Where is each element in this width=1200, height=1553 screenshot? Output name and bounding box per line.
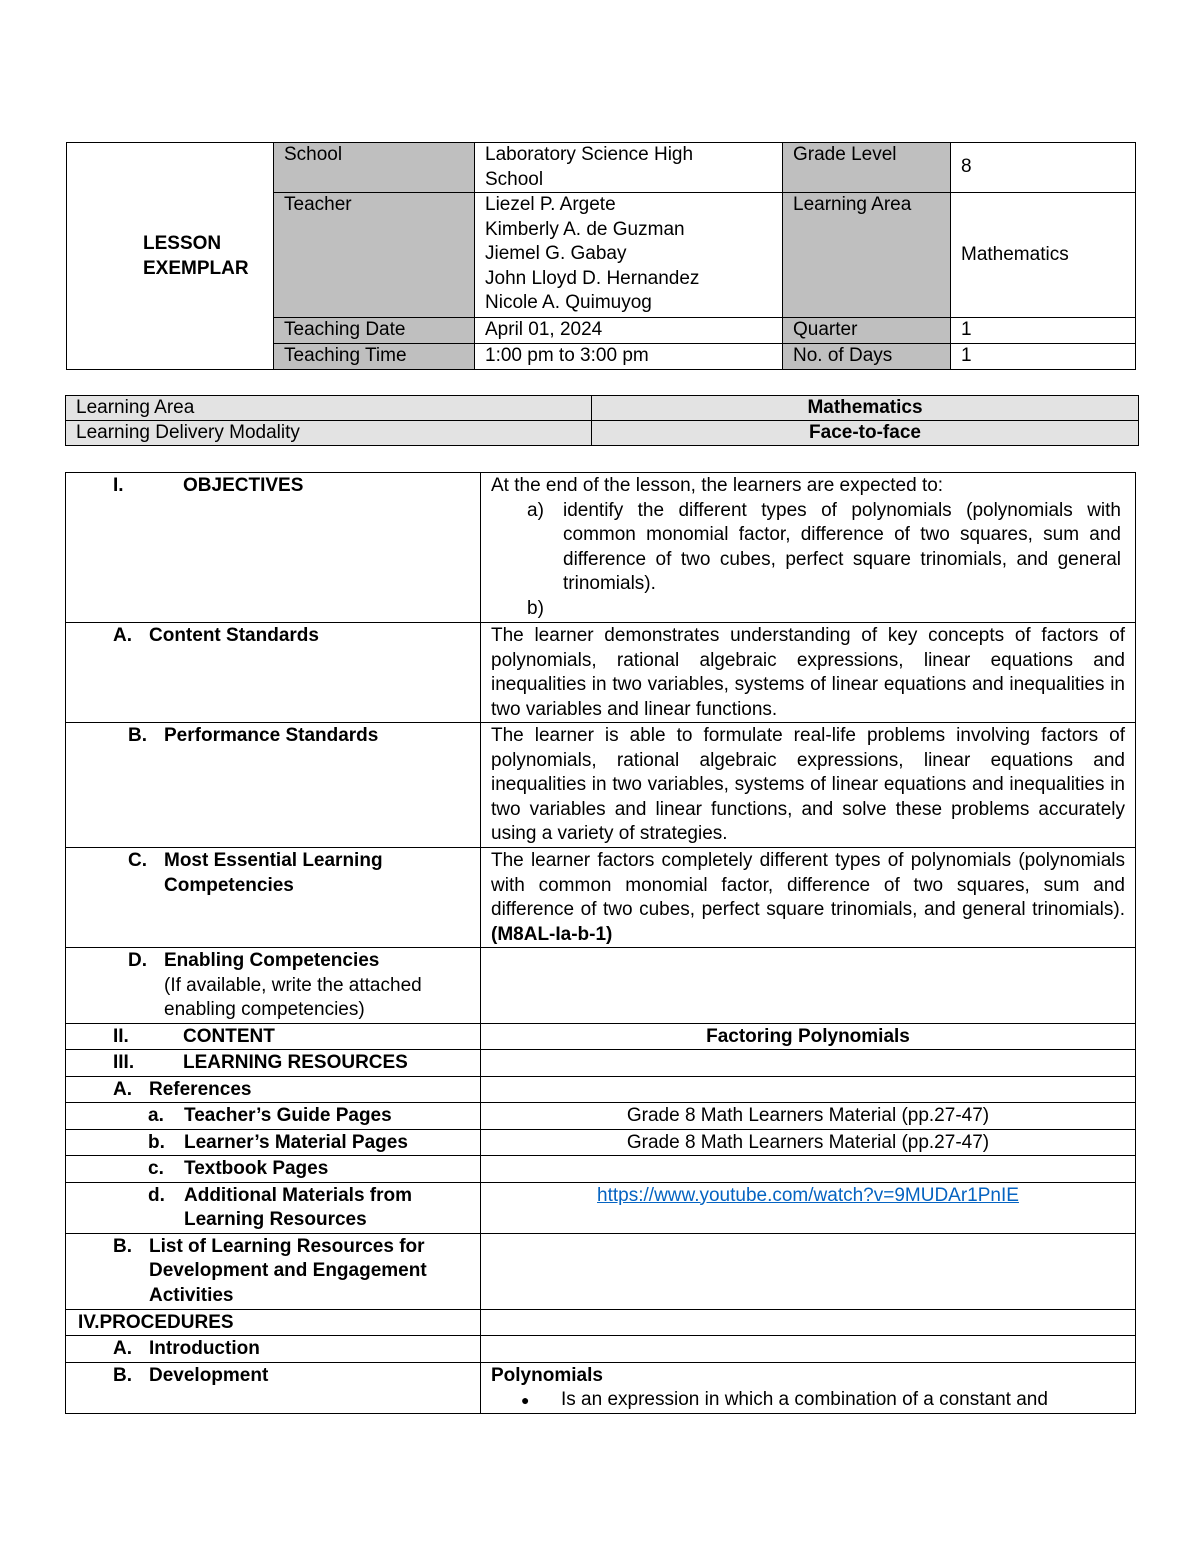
melc-text: The learner factors completely different types of polynomials (polynomials with common monomial factor, difference of two squares, sum and difference of two cubes, perfect square trinomials, and general trinomials). xyxy=(491,850,1125,920)
learners-material-value: Grade 8 Math Learners Material (pp.27-47) xyxy=(481,1129,1136,1156)
resources-list-heading xyxy=(66,1233,481,1309)
objective-b-label: b) xyxy=(527,597,544,619)
objective-a-text: identify the different types of polynomials (polynomials with common monomial factor, difference of two squares, sum and difference of two cubes, perfect square trinomials, and general trinomials). xyxy=(563,499,1121,594)
textbook-value xyxy=(481,1156,1136,1183)
learners-material-title: Learner’s Material Pages xyxy=(184,1131,408,1153)
enabling-heading xyxy=(66,948,481,1024)
teaching-time-label: Teaching Time xyxy=(274,344,475,370)
learning-resources-value xyxy=(481,1050,1136,1077)
introduction-heading xyxy=(66,1336,481,1363)
learning-area-value: Mathematics xyxy=(951,193,1136,318)
school-line1: Laboratory Science High xyxy=(485,144,694,165)
objectives-label: OBJECTIVES xyxy=(183,475,304,496)
references-value xyxy=(481,1076,1136,1103)
content-heading xyxy=(66,1023,481,1050)
textbook-heading xyxy=(66,1156,481,1183)
modality-table xyxy=(65,395,1139,446)
content-number: II. xyxy=(113,1025,129,1047)
additional-materials-value xyxy=(481,1182,1136,1233)
development-content xyxy=(481,1362,1136,1413)
introduction-title: Introduction xyxy=(149,1338,260,1359)
grade-level-label: Grade Level xyxy=(783,143,951,193)
development-title: Development xyxy=(149,1364,269,1386)
resources-list-value xyxy=(481,1233,1136,1309)
content-standards-label: A. xyxy=(113,625,132,646)
teacher-name: John Lloyd D. Hernandez xyxy=(485,267,700,289)
school-value xyxy=(475,143,783,193)
teacher-name: Jiemel G. Gabay xyxy=(485,243,627,264)
content-standards-title: Content Standards xyxy=(149,625,319,646)
school-line2: School xyxy=(485,168,544,190)
days-value: 1 xyxy=(951,344,1136,370)
development-heading xyxy=(66,1362,481,1413)
teachers-guide-title: Teacher’s Guide Pages xyxy=(184,1105,392,1126)
learning-resources-number: III. xyxy=(113,1052,135,1073)
references-label: A. xyxy=(113,1078,132,1100)
performance-standards-heading xyxy=(66,723,481,848)
references-title: References xyxy=(149,1078,252,1100)
objectives-heading xyxy=(66,473,481,623)
introduction-value xyxy=(481,1336,1136,1363)
learners-material-heading xyxy=(66,1129,481,1156)
additional-materials-label: d. xyxy=(148,1184,165,1206)
learning-resources-heading xyxy=(66,1050,481,1077)
development-bullet-text: Is an expression in which a combination of a constant and xyxy=(561,1389,1048,1410)
lesson-main-table xyxy=(65,472,1136,1414)
teaching-date-value: April 01, 2024 xyxy=(475,318,783,344)
delivery-modality-value: Face-to-face xyxy=(592,421,1139,446)
lesson-header-table xyxy=(66,142,1136,370)
introduction-label: A. xyxy=(113,1338,132,1359)
development-label: B. xyxy=(113,1364,132,1386)
grade-level-value: 8 xyxy=(951,143,1136,193)
lesson-exemplar-title xyxy=(67,143,274,370)
melc-content xyxy=(481,848,1136,948)
learning-resources-label: LEARNING RESOURCES xyxy=(183,1052,408,1073)
enabling-value xyxy=(481,948,1136,1024)
days-label: No. of Days xyxy=(783,344,951,370)
teachers-guide-value: Grade 8 Math Learners Material (pp.27-47) xyxy=(481,1103,1136,1130)
title-line1: LESSON xyxy=(143,233,222,254)
title-line2: EXEMPLAR xyxy=(143,258,249,279)
procedures-heading: IV.PROCEDURES xyxy=(66,1309,481,1336)
school-label: School xyxy=(274,143,475,193)
teacher-name: Kimberly A. de Guzman xyxy=(485,218,685,240)
content-label: CONTENT xyxy=(183,1025,275,1047)
textbook-label: c. xyxy=(148,1158,164,1179)
resources-list-label: B. xyxy=(113,1235,132,1257)
learners-material-label: b. xyxy=(148,1131,165,1153)
enabling-title: Enabling Competencies xyxy=(164,950,380,971)
performance-standards-title: Performance Standards xyxy=(164,725,379,746)
quarter-value: 1 xyxy=(951,318,1136,344)
youtube-link[interactable]: https://www.youtube.com/watch?v=9MUDAr1PnIE xyxy=(597,1184,1019,1206)
teaching-time-value: 1:00 pm to 3:00 pm xyxy=(475,344,783,370)
additional-materials-title: Additional Materials from Learning Resources xyxy=(184,1184,413,1230)
delivery-modality-label: Learning Delivery Modality xyxy=(66,421,592,446)
bullet-icon: ● xyxy=(521,1392,530,1408)
teachers-guide-label: a. xyxy=(148,1105,164,1126)
quarter-label: Quarter xyxy=(783,318,951,344)
learning-area-label: Learning Area xyxy=(783,193,951,318)
modality-area-label: Learning Area xyxy=(66,396,592,421)
performance-standards-label: B. xyxy=(128,725,147,746)
teaching-date-label: Teaching Date xyxy=(274,318,475,344)
teacher-name: Nicole A. Quimuyog xyxy=(485,292,652,313)
content-value: Factoring Polynomials xyxy=(481,1023,1136,1050)
content-standards-text: The learner demonstrates understanding of key concepts of factors of polynomials, rational algebraic expressions, linear equations and inequalities in two variables, systems of linear equations and inequalities in two variables and linear functions. xyxy=(481,623,1136,723)
resources-list-title: List of Learning Resources for Development and Engagement Activities xyxy=(149,1235,427,1306)
content-standards-heading xyxy=(66,623,481,723)
objective-a-label: a) xyxy=(527,499,544,521)
melc-title: Most Essential Learning Competencies xyxy=(164,850,383,896)
procedures-value xyxy=(481,1309,1136,1336)
teacher-label: Teacher xyxy=(274,193,475,318)
performance-standards-text: The learner is able to formulate real-life problems involving factors of polynomials, rational algebraic expressions, linear equations and inequalities in two variables, systems of linear equations and inequalities in two variables and linear functions, and solve these problems accurately using a variety of strategies. xyxy=(481,723,1136,848)
melc-code: (M8AL-Ia-b-1) xyxy=(491,923,613,945)
teachers-guide-heading xyxy=(66,1103,481,1130)
references-heading xyxy=(66,1076,481,1103)
objectives-number: I. xyxy=(113,475,124,496)
melc-label: C. xyxy=(128,850,147,871)
additional-materials-heading xyxy=(66,1182,481,1233)
teacher-list xyxy=(475,193,783,318)
textbook-title: Textbook Pages xyxy=(184,1158,329,1179)
melc-heading xyxy=(66,848,481,948)
objectives-intro: At the end of the lesson, the learners are expected to: xyxy=(491,475,944,496)
modality-area-value: Mathematics xyxy=(592,396,1139,421)
enabling-note: (If available, write the attached enabling competencies) xyxy=(164,974,422,1020)
development-heading-text: Polynomials xyxy=(491,1364,603,1386)
enabling-label: D. xyxy=(128,950,147,971)
objectives-content xyxy=(481,473,1136,623)
teacher-name: Liezel P. Argete xyxy=(485,194,616,215)
